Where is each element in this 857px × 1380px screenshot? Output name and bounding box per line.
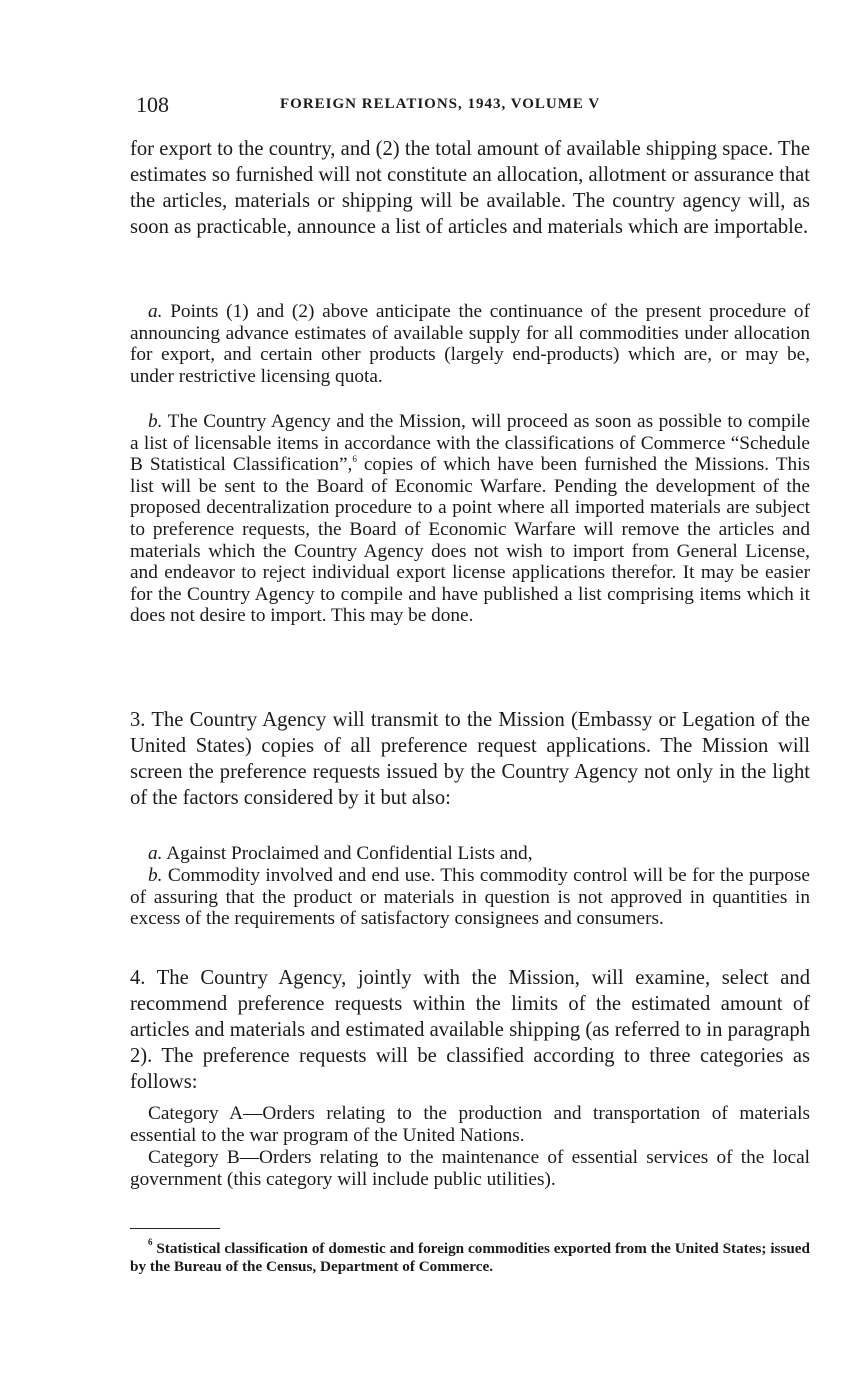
- subparagraph-3b-letter: b.: [148, 865, 163, 886]
- subparagraph-2b-text-1: The Country Agency and the Mission, will proceed as soon as possible to compile a list of licensable items in accordance with the classifications of Commerce “Schedule B Statistical Classification”,: [130, 411, 810, 476]
- footnote-reference: 6: [352, 454, 357, 465]
- paragraph-3-block: [130, 707, 810, 811]
- running-title: FOREIGN RELATIONS, 1943, VOLUME V: [280, 96, 601, 112]
- paragraph-4-block: [130, 965, 810, 1095]
- subparagraph-2b-text-2: copies of which have been furnished the Missions. This list will be sent to the Board of Economic Warfare. Pending the development of the proposed decentralization procedure to a point where all imported materials are subject to preference requests, the Board of Economic Warfare will remove the articles and materials which the Country Agency does not wish to import from General License, and endeavor to reject individual export license applications therefor. It may be easier for the Country Agency to compile and have published a list comprising items which it does not desire to import. This may be done.: [130, 454, 810, 627]
- paragraph-4: 4. The Country Agency, jointly with the Mission, will examine, select and recommend preference requests within the limits of the estimated amount of articles and materials and estimated available shipping (as referred to in paragraph 2). The preference requests will be classified according to three categories as follows:: [130, 967, 810, 1093]
- subparagraph-3a-block: [130, 843, 810, 865]
- footnote-divider: [130, 1228, 220, 1229]
- subparagraph-2b-letter: b.: [148, 411, 163, 432]
- footnote-text: Statistical classification of domestic and foreign commodities exported from the United States; issued by the Bureau of the Census, Department of Commerce.: [130, 1240, 810, 1275]
- subparagraph-2a-letter: a.: [148, 301, 163, 322]
- category-b: Category B—Orders relating to the maintenance of essential services of the local government (this category will include public utilities).: [130, 1147, 810, 1190]
- footnote: [130, 1237, 810, 1276]
- subparagraph-2a-text: Points (1) and (2) above anticipate the continuance of the present procedure of announcing advance estimates of available supply for all commodities under allocation for export, and certain other products (largely end-products) which are, or may be, under restrictive licensing quota.: [130, 301, 810, 387]
- subparagraph-3a: [130, 843, 810, 865]
- category-b-block: [130, 1147, 810, 1190]
- paragraph-3: 3. The Country Agency will transmit to the Mission (Embassy or Legation of the United States) copies of all preference request applications. The Mission will screen the preference requests issued by the Country Agency not only in the light of the factors considered by it but also:: [130, 709, 810, 809]
- subparagraph-3b: [130, 865, 810, 930]
- subparagraph-2a: [130, 301, 810, 387]
- footnote-marker: 6: [148, 1237, 153, 1247]
- category-a: Category A—Orders relating to the production and transportation of materials essential to the war program of the United Nations.: [130, 1103, 810, 1146]
- intro-paragraph-block: [130, 136, 810, 240]
- page-header: [130, 92, 810, 118]
- subparagraph-3b-text: Commodity involved and end use. This commodity control will be for the purpose of assuring that the product or materials in question is not approved in quantities in excess of the requirements of satisfactory consignees and consumers.: [130, 865, 810, 930]
- subparagraph-3a-text: Against Proclaimed and Confidential Lists and,: [166, 843, 533, 864]
- category-a-block: [130, 1103, 810, 1146]
- intro-paragraph: for export to the country, and (2) the total amount of available shipping space. The estimates so furnished will not constitute an allocation, allotment or assurance that the articles, materials or shipping will be available. The country agency will, as soon as practicable, announce a list of articles and materials which are importable.: [130, 138, 810, 238]
- subparagraph-2a-block: [130, 301, 810, 387]
- subparagraph-2b: [130, 411, 810, 627]
- page-number: 108: [136, 92, 169, 117]
- subparagraph-3b-block: [130, 865, 810, 930]
- footnote-block: [130, 1237, 810, 1276]
- subparagraph-2b-block: [130, 411, 810, 627]
- subparagraph-3a-letter: a.: [148, 843, 163, 864]
